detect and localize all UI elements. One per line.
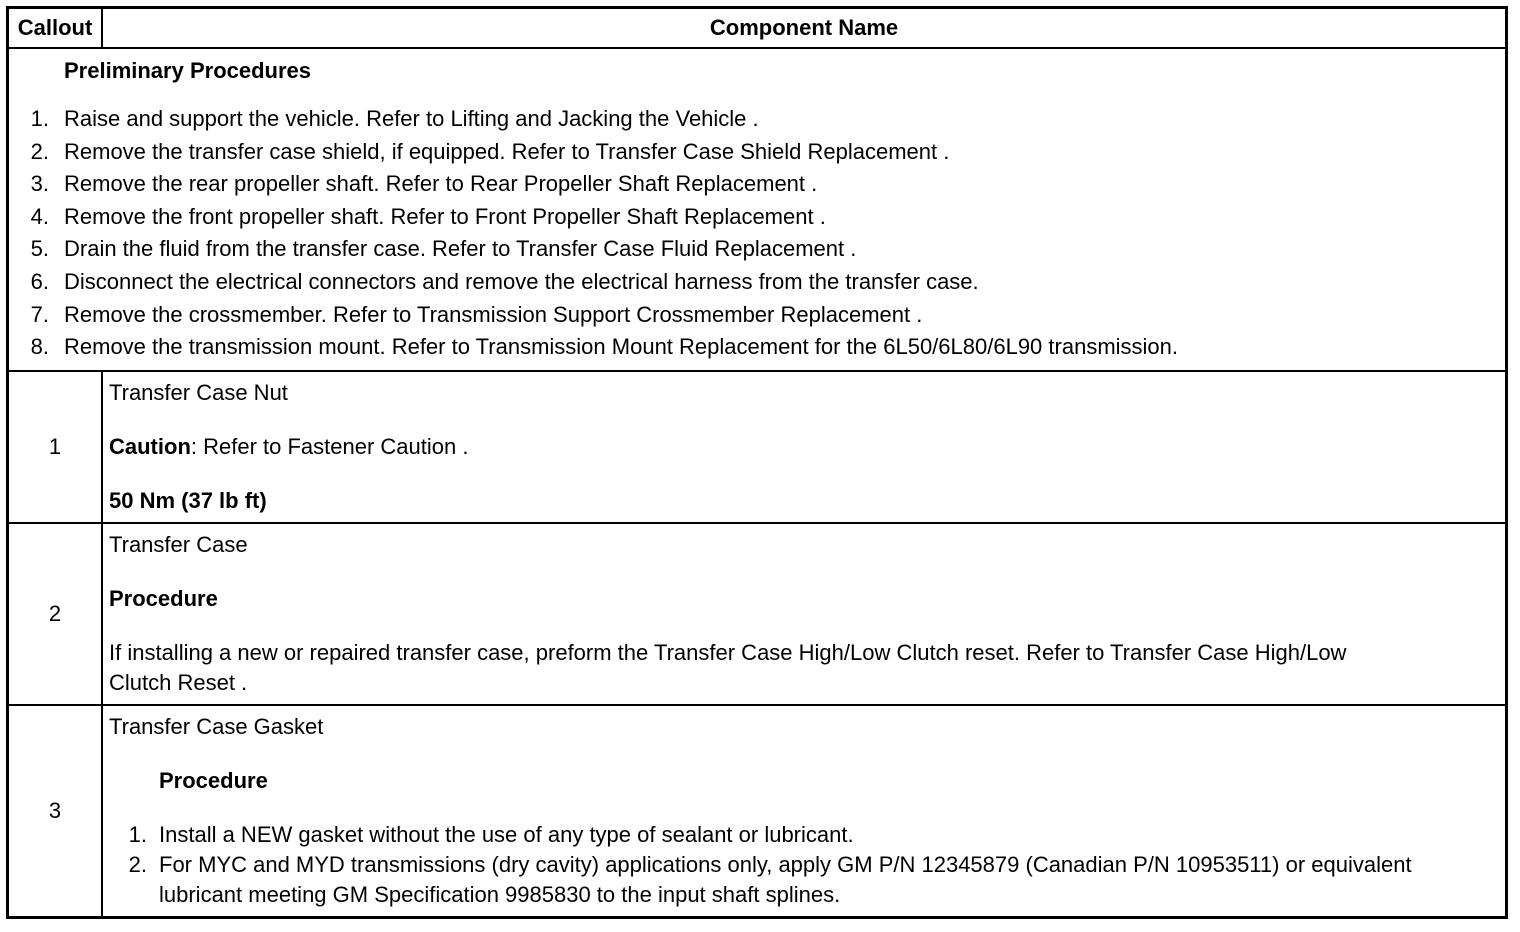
list-item (9, 331, 1505, 364)
table-row (8, 371, 1507, 523)
step-text: Drain the fluid from the transfer case. Refer to Transfer Case Fluid Replacement . (64, 236, 857, 262)
step-text: Install a NEW gasket without the use of any type of sealant or lubricant. (159, 821, 854, 847)
component-name: Transfer Case Gasket (109, 713, 324, 739)
list-item (9, 201, 1505, 234)
callout-cell: 1 (8, 371, 103, 523)
table-row (8, 705, 1507, 918)
preliminary-steps (9, 103, 1505, 364)
caution-line (109, 432, 1499, 462)
component-cell (102, 523, 1507, 705)
step-number: 2. (128, 851, 147, 877)
list-item (9, 103, 1505, 136)
step-text: Raise and support the vehicle. Refer to Lifting and Jacking the Vehicle . (64, 106, 759, 131)
callout-cell: 3 (8, 705, 103, 918)
component-name: Transfer Case Nut (109, 379, 288, 405)
step-text: For MYC and MYD transmissions (dry cavity) applications only, apply GM P/N 12345879 (Canadian P/N 10953511) or equivalent lubricant meeting GM Specification 9985830 to the input shaft splines. (159, 851, 1412, 907)
step-text: Remove the transmission mount. Refer to Transmission Mount Replacement for the 6L50/6L80/6L90 transmission. (64, 334, 1178, 360)
caution-label: Caution (109, 433, 191, 459)
callout-column-header: Callout (8, 8, 103, 49)
table-row (8, 523, 1507, 705)
procedure-text: If installing a new or repaired transfer case, preform the Transfer Case High/Low Clutch reset. Refer to Transfer Case High/Low Clutch Reset . (109, 639, 1347, 695)
list-item (9, 233, 1505, 266)
step-text: Remove the transfer case shield, if equipped. Refer to Transfer Case Shield Replacement . (64, 138, 950, 164)
step-number: 4. (30, 203, 49, 229)
step-number: 5. (30, 236, 49, 262)
list-item (9, 299, 1505, 332)
table-header-row (8, 8, 1507, 49)
procedure-label: Procedure (159, 767, 268, 793)
caution-text: : Refer to Fastener Caution . (190, 433, 469, 459)
preliminary-title: Preliminary Procedures (64, 58, 312, 83)
step-number: 2. (30, 138, 49, 164)
preliminary-cell (8, 48, 1507, 371)
step-text: Remove the crossmember. Refer to Transmission Support Crossmember Replacement . (64, 301, 923, 327)
procedure-table (6, 6, 1508, 919)
list-item (9, 168, 1505, 201)
component-name: Transfer Case (109, 531, 248, 557)
gasket-steps (109, 820, 1499, 910)
list-item (9, 136, 1505, 169)
list-item (109, 820, 1499, 850)
step-text: Remove the front propeller shaft. Refer to Front Propeller Shaft Replacement . (64, 203, 826, 229)
step-text: Remove the rear propeller shaft. Refer to Rear Propeller Shaft Replacement . (64, 171, 818, 197)
component-cell (102, 371, 1507, 523)
callout-cell: 2 (8, 523, 103, 705)
torque-spec: 50 Nm (37 lb ft) (109, 487, 267, 513)
component-column-header: Component Name (102, 8, 1507, 49)
component-cell (102, 705, 1507, 918)
step-number: 1. (30, 106, 49, 131)
list-item (109, 850, 1499, 910)
step-text: Disconnect the electrical connectors and remove the electrical harness from the transfer case. (64, 268, 979, 294)
step-number: 8. (30, 334, 49, 360)
preliminary-row (8, 48, 1507, 371)
list-item (9, 266, 1505, 299)
procedure-label: Procedure (109, 585, 218, 611)
step-number: 3. (30, 171, 49, 197)
step-number: 6. (30, 268, 49, 294)
step-number: 7. (30, 301, 49, 327)
step-number: 1. (128, 821, 147, 847)
